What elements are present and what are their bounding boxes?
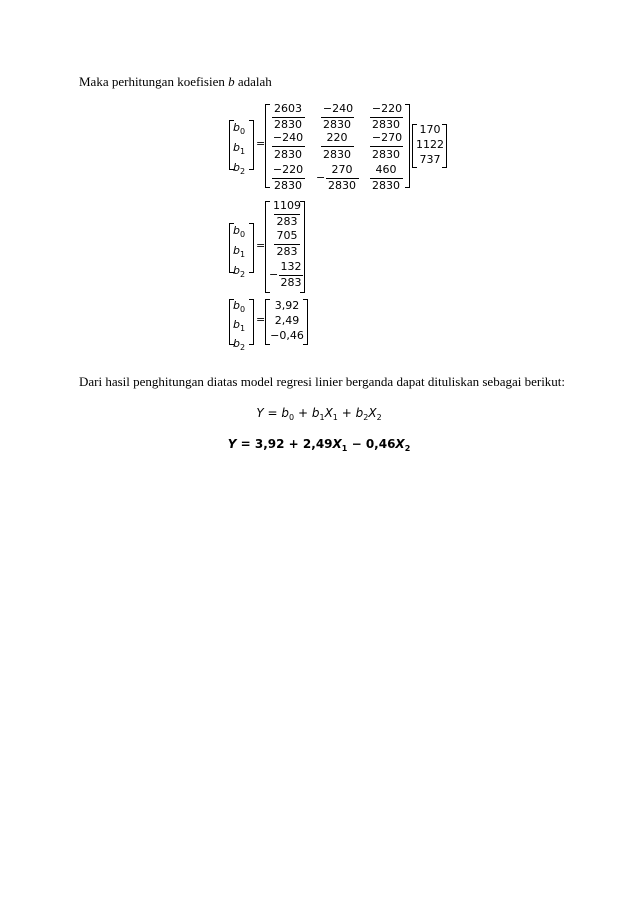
xty-entry: 1122 [416,138,444,151]
b-entry: $b_2$ [233,161,246,176]
result-numerator: 132 [280,260,302,273]
b-entry: $b_0$ [233,121,246,136]
matrix-denominator: 2830 [274,148,302,161]
b-entry: $b_1$ [233,244,246,259]
decimal-entry: 3,92 [274,299,300,312]
general-model-equation: $Y = b_0 + b_1X_1 + b_2X_2$ [256,406,382,422]
matrix-numerator: 460 [375,163,397,176]
equals-sign: = [256,239,266,252]
b-entry: $b_1$ [233,141,246,156]
minus-sign: − [269,268,279,281]
result-numerator: 1109 [273,199,301,212]
xty-entry: 170 [419,123,441,136]
b-vector [233,298,245,355]
bracket-right [405,104,410,188]
matrix-numerator: 220 [326,131,348,144]
result-numerator: 705 [276,229,298,242]
result-denominator: 283 [276,245,298,258]
matrix-numerator: 2603 [274,102,302,115]
matrix-denominator: 2830 [372,179,400,192]
matrix-numerator: −270 [371,131,403,144]
matrix-denominator: 2830 [328,179,356,192]
bracket-right [249,223,254,273]
fraction-bar [321,146,354,147]
decimal-entry: 2,49 [274,314,300,327]
minus-sign: − [316,171,326,184]
result-denominator: 283 [276,215,298,228]
decimal-vector [267,298,307,343]
fraction-bar [370,146,403,147]
intro-variable: b [228,74,235,89]
matrix-denominator: 2830 [274,179,302,192]
matrix-denominator: 2830 [372,118,400,131]
intro-paragraph [79,74,272,90]
b-entry: $b_0$ [233,224,246,239]
result-denominator: 283 [280,276,302,289]
intro-text: Maka perhitungan koefisien [79,74,229,89]
equals-sign: = [256,313,266,326]
matrix-denominator: 2830 [323,118,351,131]
matrix-numerator: −240 [322,102,354,115]
matrix-denominator: 2830 [372,148,400,161]
b-vector [233,120,245,180]
conclusion-paragraph: Dari hasil penghitungan diatas model regresi linier berganda dapat dituliskan sebagai berikut: [79,374,566,389]
b-vector [233,223,245,283]
matrix-numerator: −220 [272,163,304,176]
matrix-numerator: −240 [272,131,304,144]
matrix-numerator: 270 [331,163,353,176]
matrix-denominator: 2830 [323,148,351,161]
decimal-entry: −0,46 [270,329,304,342]
b-entry: $b_1$ [233,318,246,333]
matrix-numerator: −220 [371,102,403,115]
fraction-bar [272,146,305,147]
xty-vector [415,122,445,167]
b-entry: $b_2$ [233,337,246,352]
fitted-model-equation: $Y = 3,92 + 2,49X_1 - 0,46X_2$ [227,437,411,453]
xty-entry: 737 [419,153,441,166]
b-entry: $b_2$ [233,264,246,279]
b-entry: $b_0$ [233,299,246,314]
bracket-right [249,299,254,345]
equals-sign: = [256,137,266,150]
bracket-right [249,120,254,170]
matrix-denominator: 2830 [274,118,302,131]
intro-suffix: adalah [234,74,272,89]
